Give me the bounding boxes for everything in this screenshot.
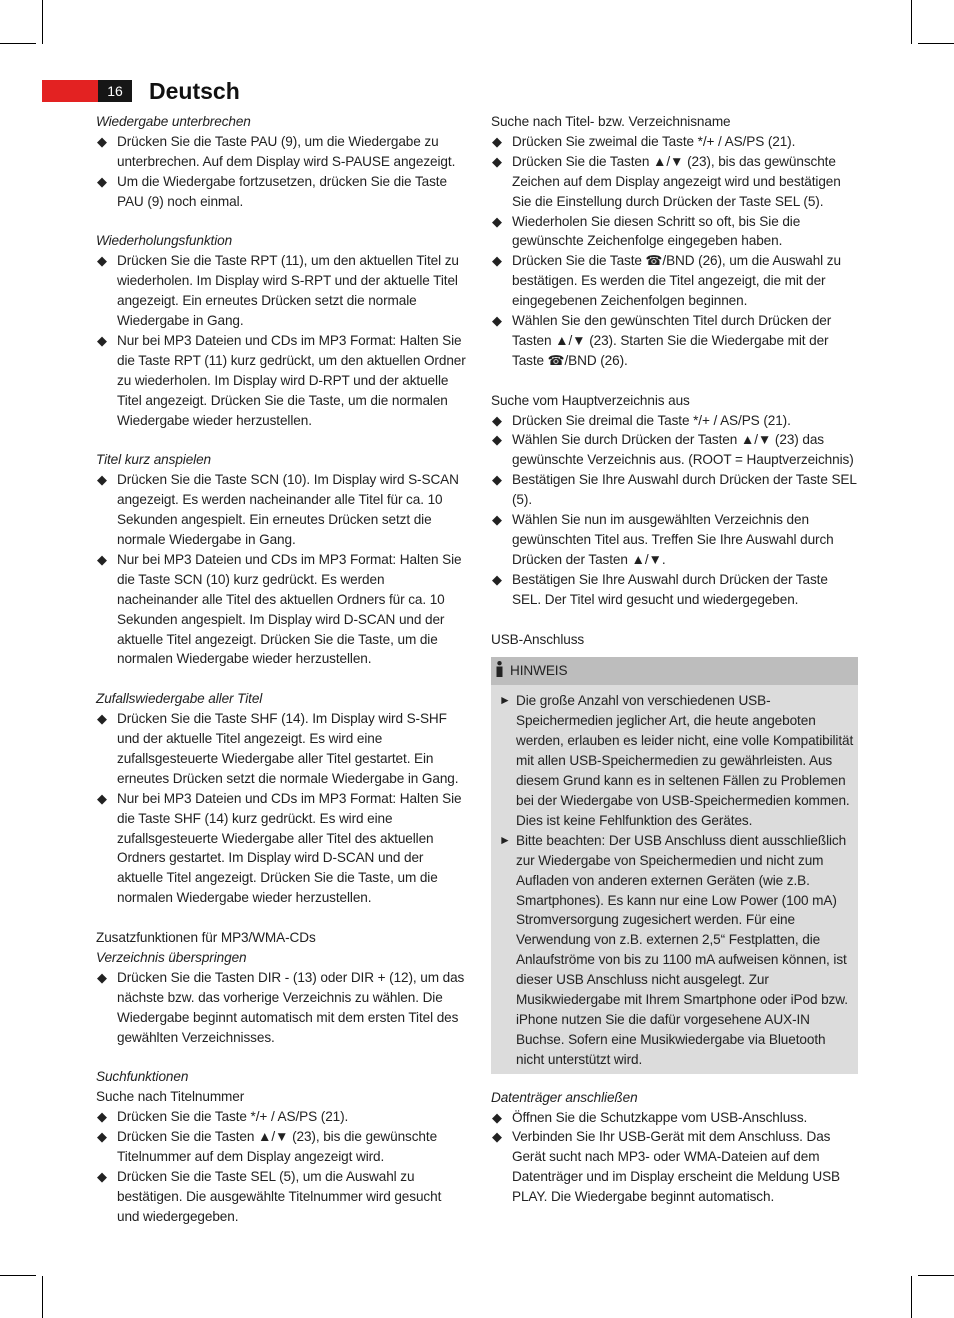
bullet-diamond-icon: ◆ xyxy=(492,512,502,528)
subsection-heading: Verzeichnis überspringen xyxy=(96,950,247,965)
note-item: ► Bitte beachten: Der USB Anschluss dient ausschließlich zur Wiedergabe von Speichermedien und nicht zum Aufladen von anderen externen Geräten (wie z.B. Smartphones). Es kann nur eine Low Power (100 mA) Stromversorgung zugesichert werden. Für eine Verwendung von z.B. externen 2,5“ Festplatten, die Anlaufströme von bis zu 1100 mA aufweisen können, ist dieser USB Anschluss nicht ausgelegt. Zur Musikwiedergabe mit Ihrem Smartphone oder iPod bzw. iPhone nutzen Sie die dafür vorgesehene AUX-IN Buchse. Sofern eine Musikwiedergabe via Bluetooth nicht unterstützt wird. xyxy=(499,832,848,1067)
bullet-diamond-icon: ◆ xyxy=(492,472,502,488)
list-item: ◆ Drücken Sie dreimal die Taste */+ / AS/PS (21). xyxy=(491,411,858,431)
crop-mark xyxy=(42,0,43,44)
bullet-diamond-icon: ◆ xyxy=(97,332,107,348)
info-icon xyxy=(495,659,504,687)
list-item: ◆ Nur bei MP3 Dateien und CDs im MP3 Format: Halten Sie die Taste SHF (14) kurz gedrückt. Es wird eine zufallsgesteuerte Wiedergabe aller Titel des aktuellen Ordners gestartet. Im Display wird D-SCAN und der aktuelle Titel angezeigt. Drücken Sie die Taste, um die normalen Wiedergabe wieder herzustellen. xyxy=(97,790,462,906)
list-item: ◆ Drücken Sie die Taste */+ / AS/PS (21). xyxy=(96,1107,466,1127)
section-heading: Zufallswiedergabe aller Titel xyxy=(96,691,263,707)
section-heading: Suchfunktionen xyxy=(96,1069,189,1085)
crop-mark xyxy=(918,43,954,44)
section-heading: USB-Anschluss xyxy=(491,631,585,647)
header-accent-bar xyxy=(42,80,98,102)
list-item: ◆ Drücken Sie die Taste ☎/BND (26), um die Auswahl zu bestätigen. Es werden die Titel angezeigt, die mit der eingegebenen Zeichenfolgen beginnen. xyxy=(492,253,841,309)
bullet-diamond-icon: ◆ xyxy=(492,1129,502,1145)
bullet-diamond-icon: ◆ xyxy=(492,253,502,269)
section-heading: Titel kurz anspielen xyxy=(96,452,211,468)
list-item: ◆ Drücken Sie die Taste SHF (14). Im Display wird S-SHF und der aktuelle Titel angezeigt. Es wird eine zufallsgesteuerte Wiedergabe aller Titel gestartet. Ein erneutes Drücken setzt die normale Wiedergabe in Gang. xyxy=(97,711,459,786)
section-heading: Wiederholungsfunktion xyxy=(96,233,233,249)
page-title: Deutsch xyxy=(149,78,240,104)
bullet-diamond-icon: ◆ xyxy=(97,253,107,269)
list-item: ◆ Drücken Sie die Taste SEL (5), um die Auswahl zu bestätigen. Die ausgewählte Titelnummer wird gesucht und wiedergegeben. xyxy=(97,1168,442,1224)
list-item: ◆ Wählen Sie durch Drücken der Tasten ▲/▼ (23) das gewünschte Verzeichnis aus. (ROOT = Hauptverzeichnis) xyxy=(492,432,854,468)
bullet-diamond-icon: ◆ xyxy=(97,1129,107,1145)
list-item: ◆ Nur bei MP3 Dateien und CDs im MP3 Format: Halten Sie die Taste SCN (10) kurz gedrückt. Es werden nacheinander alle Titel des aktuellen Ordners für ca. 10 Sekunden angespielt. Im Display wird D-SCAN und der aktuelle Titel angezeigt. Drücken Sie die Taste, um die normalen Wiedergabe wieder herzustellen. xyxy=(97,551,462,667)
bullet-diamond-icon: ◆ xyxy=(492,213,502,229)
bullet-diamond-icon: ◆ xyxy=(97,711,107,727)
left-column xyxy=(96,112,466,1227)
bullet-arrow-icon: ► xyxy=(499,693,511,708)
note-title: HINWEIS xyxy=(510,663,568,679)
bullet-diamond-icon: ◆ xyxy=(492,313,502,329)
section-heading: Suche nach Titel- bzw. Verzeichnisname xyxy=(491,114,731,129)
crop-mark xyxy=(911,0,912,44)
section-heading: Wiedergabe unterbrechen xyxy=(96,114,251,129)
bullet-diamond-icon: ◆ xyxy=(492,1109,502,1125)
list-item: ◆ Drücken Sie die Taste RPT (11), um den aktuellen Titel zu wiederholen. Im Display wird S-RPT und der aktuelle Titel angezeigt. Ein erneutes Drücken setzt die normale Wiedergabe in Gang. xyxy=(97,253,459,329)
crop-mark xyxy=(918,1275,954,1276)
list-item: ◆ Um die Wiedergabe fortzusetzen, drücken Sie die Taste PAU (9) noch einmal. xyxy=(97,173,447,209)
list-item: ◆ Drücken Sie die Tasten DIR - (13) oder DIR + (12), um das nächste bzw. das vorherige Verzeichnis zu wählen. Die Wiedergabe beginnt automatisch mit dem ersten Titel des gewählten Verzeichnisses. xyxy=(97,969,465,1045)
bullet-diamond-icon: ◆ xyxy=(492,571,502,587)
bullet-diamond-icon: ◆ xyxy=(97,790,107,806)
list-item: ◆ Öffnen Sie die Schutzkappe vom USB-Anschluss. xyxy=(491,1108,858,1128)
bullet-diamond-icon: ◆ xyxy=(97,551,107,567)
list-item: ◆ Verbinden Sie Ihr USB-Gerät mit dem Anschluss. Das Gerät sucht nach MP3- oder WMA-Dateien auf dem Datenträger und im Display erscheint die Meldung USB PLAY. Die Wiedergabe beginnt automatisch. xyxy=(492,1129,841,1205)
bullet-diamond-icon: ◆ xyxy=(97,133,107,149)
list-item: ◆ Drücken Sie die Tasten ▲/▼ (23), bis das gewünschte Zeichen auf dem Display angezeigt wird und bestätigen Sie die Einstellung durch Drücken der Taste SEL (5). xyxy=(492,153,841,209)
note-box xyxy=(491,657,858,1073)
list-item: ◆ Wählen Sie nun im ausgewählten Verzeichnis den gewünschten Titel aus. Treffen Sie Ihre Auswahl durch Drücken der Tasten ▲/▼. xyxy=(492,512,834,567)
crop-mark xyxy=(42,1276,43,1318)
bullet-arrow-icon: ► xyxy=(499,832,511,847)
list-item: ◆ Bestätigen Sie Ihre Auswahl durch Drücken der Taste SEL (5). xyxy=(492,472,857,508)
bullet-diamond-icon: ◆ xyxy=(97,173,107,189)
bullet-diamond-icon: ◆ xyxy=(97,1109,107,1125)
crop-mark xyxy=(911,1276,912,1318)
section-heading: Suche vom Hauptverzeichnis aus xyxy=(491,392,690,408)
list-item: ◆ Drücken Sie zweimal die Taste */+ / AS/PS (21). xyxy=(491,132,858,152)
crop-mark xyxy=(0,43,36,44)
right-column xyxy=(491,112,858,1207)
section-heading: Datenträger anschließen xyxy=(491,1089,638,1105)
list-item: ◆ Wählen Sie den gewünschten Titel durch Drücken der Tasten ▲/▼ (23). Starten Sie die Wiedergabe mit der Taste ☎/BND (26). xyxy=(492,313,832,368)
list-item: ◆ Nur bei MP3 Dateien und CDs im MP3 Format: Halten Sie die Taste RPT (11) kurz gedrückt, um den aktuellen Ordner zu wiederholen. Im Display wird D-RPT und der aktuelle Titel angezeigt. Drücken Sie die Taste, um die normalen Wiedergabe wieder herzustellen. xyxy=(97,332,466,428)
bullet-diamond-icon: ◆ xyxy=(492,432,502,448)
bullet-diamond-icon: ◆ xyxy=(97,472,107,488)
note-item: ► Die große Anzahl von verschiedenen USB-Speichermedien jeglicher Art, die heute angeboten werden, erlauben es leider nicht, eine volle Kompatibilität mit allen USB-Speichermedien zu gewährleisten. Aus diesem Grund kann es in seltenen Fällen zu Problemen bei der Wiedergabe von USB-Speichermedien kommen. Dies ist keine Fehlfunktion des Gerätes. xyxy=(499,693,854,828)
bullet-diamond-icon: ◆ xyxy=(492,412,502,428)
bullet-diamond-icon: ◆ xyxy=(97,1168,107,1184)
bullet-diamond-icon: ◆ xyxy=(97,969,107,985)
bullet-diamond-icon: ◆ xyxy=(492,133,502,149)
note-header xyxy=(491,657,858,685)
page-number: 16 xyxy=(98,80,132,102)
subsection-heading: Suche nach Titelnummer xyxy=(96,1089,245,1105)
bullet-diamond-icon: ◆ xyxy=(492,153,502,169)
list-item: ◆ Drücken Sie die Taste SCN (10). Im Display wird S-SCAN angezeigt. Es werden nacheinander alle Titel für ca. 10 Sekunden angespielt. Ein erneutes Drücken setzt die normale Wiedergabe in Gang. xyxy=(97,472,459,547)
section-heading: Zusatzfunktionen für MP3/WMA-CDs xyxy=(96,930,316,946)
list-item: ◆ Bestätigen Sie Ihre Auswahl durch Drücken der Taste SEL. Der Titel wird gesucht und wiedergegeben. xyxy=(492,571,828,607)
list-item: ◆ Drücken Sie die Taste PAU (9), um die Wiedergabe zu unterbrechen. Auf dem Display wird S-PAUSE angezeigt. xyxy=(97,133,456,169)
list-item: ◆ Wiederholen Sie diesen Schritt so oft, bis Sie die gewünschte Zeichenfolge eingegeben haben. xyxy=(492,213,801,249)
list-item: ◆ Drücken Sie die Tasten ▲/▼ (23), bis die gewünschte Titelnummer auf dem Display angezeigt wird. xyxy=(97,1129,438,1165)
crop-mark xyxy=(0,1275,36,1276)
